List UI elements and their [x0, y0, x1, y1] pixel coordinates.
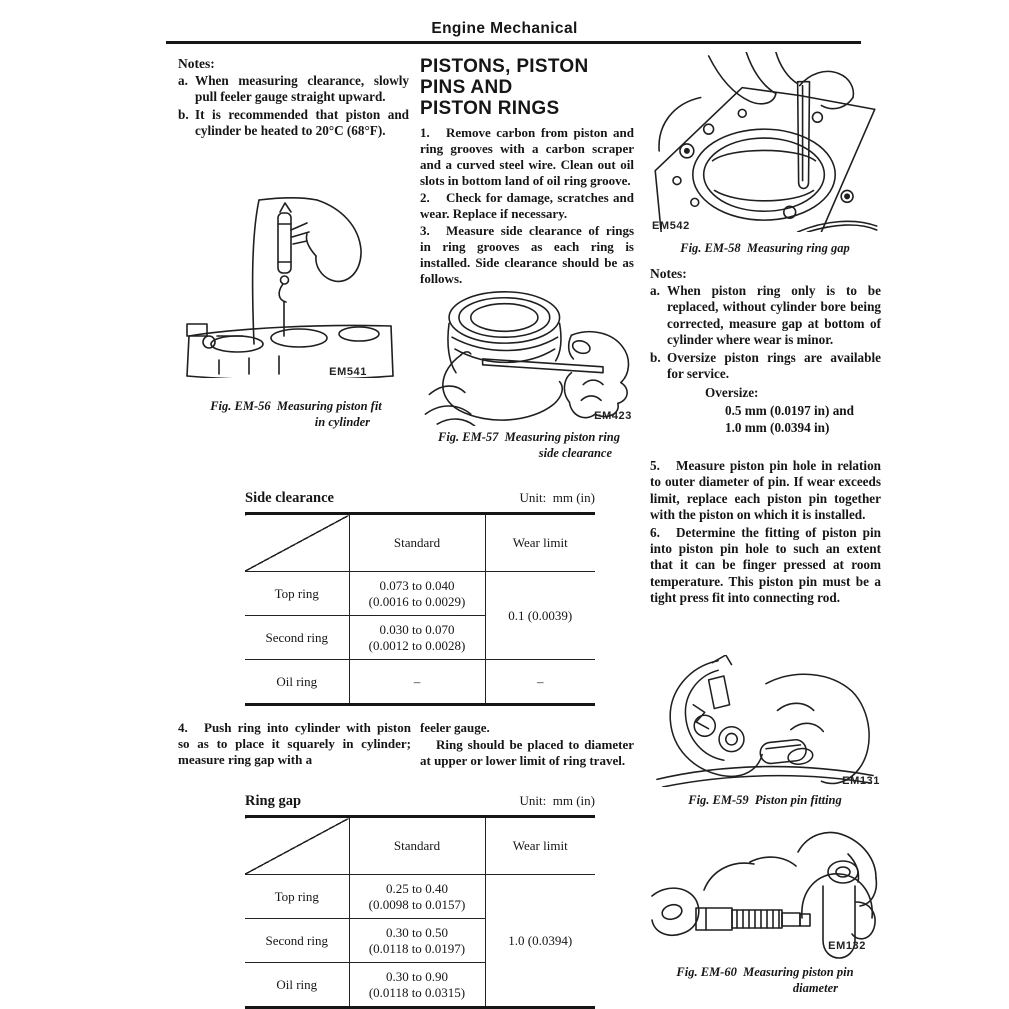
note-text: It is recommended that piston and cylinder be heated to 20°C (68°F).	[195, 106, 409, 139]
caption-line: Fig. EM-59 Piston pin fitting	[688, 793, 842, 807]
figure-em56-illustration	[179, 196, 407, 378]
figure-em57-caption	[424, 429, 634, 461]
left-note-a	[178, 73, 409, 106]
oversize-heading: Oversize:	[705, 385, 759, 401]
cell-standard	[349, 875, 485, 919]
step-4-left	[178, 720, 411, 769]
column-header-standard: Standard	[349, 817, 485, 875]
figure-em59-caption	[650, 792, 880, 808]
value-mm: 0.30 to 0.50	[385, 924, 449, 940]
note-label: a.	[650, 283, 660, 298]
row-label: Top ring	[245, 875, 349, 919]
left-notes-heading: Notes:	[178, 56, 215, 71]
step-1	[420, 125, 634, 189]
step-text: Determine the fitting of piston pin into piston pin hole to such an extent that it can be finger pressed at room temperature. This piston pin must be a tight press fit into connecting rod.	[650, 524, 881, 606]
header-rule	[166, 41, 861, 44]
value-mm: 0.25 to 0.40	[385, 880, 449, 896]
caption-line: diameter	[792, 981, 838, 995]
cell-wear-limit-merged: 1.0 (0.0394)	[485, 875, 595, 1008]
right-steps-block	[650, 458, 881, 608]
caption-line: Fig. EM-60 Measuring piston pin	[676, 965, 854, 979]
cell-wear-limit: –	[485, 660, 595, 705]
note-label: b.	[178, 106, 189, 122]
left-notes-block	[178, 56, 409, 141]
diagonal-header-cell	[245, 514, 349, 572]
value-in: (0.0118 to 0.0197)	[368, 940, 466, 956]
caption-line: in cylinder	[314, 415, 370, 429]
diagonal-header-cell	[245, 817, 349, 875]
row-label: Second ring	[245, 616, 349, 660]
oversize-value: 0.5 mm (0.0197 in) and	[725, 402, 854, 418]
right-note-a	[650, 283, 881, 349]
note-text: When piston ring only is to be replaced, without cylinder bore being corrected, measure gap at bottom of cylinder where wear is minor.	[667, 283, 881, 348]
oversize-value: 1.0 mm (0.0394 in)	[725, 420, 830, 436]
page-header-title: Engine Mechanical	[431, 20, 578, 37]
step-4-right	[420, 720, 634, 770]
note-label: a.	[178, 73, 188, 88]
caption-line: Fig. EM-58 Measuring ring gap	[680, 241, 850, 255]
ring-gap-table	[245, 815, 595, 1009]
table-title: Side clearance	[245, 490, 334, 506]
figure-code-em131: EM131	[842, 775, 880, 787]
value-in: (0.0012 to 0.0028)	[368, 637, 466, 653]
cell-wear-limit-merged: 0.1 (0.0039)	[485, 572, 595, 660]
figure-code-em542: EM542	[652, 220, 690, 232]
column-header-wear-limit: Wear limit	[485, 817, 595, 875]
right-notes-block	[650, 266, 881, 438]
step-number: 6.	[650, 524, 660, 540]
table-unit-label: Unit: mm (in)	[519, 490, 595, 505]
section-title	[420, 56, 640, 119]
figure-code-em423: EM423	[594, 410, 632, 422]
table-title: Ring gap	[245, 793, 302, 809]
step-text-continued: Ring should be placed to diameter at upper or lower limit of ring travel.	[420, 737, 634, 768]
figure-em58-illustration	[650, 52, 880, 232]
step-6	[650, 525, 881, 607]
value-in: (0.0118 to 0.0315)	[368, 984, 466, 1000]
step-5	[650, 458, 881, 524]
cell-standard	[349, 616, 485, 660]
step-number: 4.	[178, 720, 188, 735]
caption-line: side clearance	[538, 446, 612, 460]
step-number: 5.	[650, 458, 660, 473]
center-steps-block	[420, 125, 634, 288]
figure-em60-illustration	[650, 828, 880, 960]
section-title-line: PISTON RINGS	[420, 98, 560, 119]
figure-em56-caption	[188, 398, 404, 430]
step-number: 2.	[420, 190, 430, 205]
step-number: 1.	[420, 125, 430, 140]
column-header-wear-limit: Wear limit	[485, 514, 595, 572]
right-note-b	[650, 350, 881, 383]
row-label: Second ring	[245, 919, 349, 963]
value-mm: 0.030 to 0.070	[379, 621, 455, 637]
caption-line: Fig. EM-56 Measuring piston fit	[210, 399, 382, 413]
note-text: Oversize piston rings are available for service.	[667, 349, 881, 382]
right-notes-heading: Notes:	[650, 266, 687, 281]
cell-standard: –	[349, 660, 485, 705]
row-label: Top ring	[245, 572, 349, 616]
step-text: Remove carbon from piston and ring grooves with a carbon scraper and a curved steel wire. Clean out oil slots in bottom land of oil ring groove.	[420, 125, 634, 188]
figure-code-em541: EM541	[329, 366, 367, 378]
step-text: Push ring into cylinder with piston so as to place it squarely in cylinder; measure ring gap with a	[178, 720, 411, 767]
cell-standard	[349, 963, 485, 1008]
side-clearance-section	[245, 490, 595, 706]
note-label: b.	[650, 349, 661, 365]
section-title-line: PINS AND	[420, 77, 513, 98]
value-mm: 0.073 to 0.040	[379, 577, 455, 593]
left-note-b	[178, 107, 409, 140]
note-text: When measuring clearance, slowly pull feeler gauge straight upward.	[195, 73, 409, 105]
figure-em58-caption	[650, 240, 880, 256]
step-text: Measure piston pin hole in relation to outer diameter of pin. If wear exceeds limit, replace each piston pin together with the piston on which it is installed.	[650, 458, 881, 523]
figure-em59-illustration	[650, 655, 880, 787]
section-title-line: PISTONS, PISTON	[420, 56, 589, 77]
table-unit-label: Unit: mm (in)	[519, 793, 595, 808]
cell-standard	[349, 919, 485, 963]
column-header-standard: Standard	[349, 514, 485, 572]
step-text: Measure side clearance of rings in ring grooves as each ring is installed. Side clearance should be as follows.	[420, 223, 634, 286]
figure-em57-illustration	[424, 278, 634, 426]
caption-line: Fig. EM-57 Measuring piston ring	[438, 430, 620, 444]
step-text: Check for damage, scratches and wear. Replace if necessary.	[420, 190, 634, 221]
ring-gap-section	[245, 793, 595, 1009]
step-number: 3.	[420, 223, 430, 238]
row-label: Oil ring	[245, 660, 349, 705]
cell-standard	[349, 572, 485, 616]
side-clearance-table	[245, 512, 595, 706]
step-2	[420, 190, 634, 222]
figure-em60-caption	[650, 964, 880, 996]
value-in: (0.0098 to 0.0157)	[368, 896, 466, 912]
step-text-continued: feeler gauge.	[420, 720, 490, 735]
row-label: Oil ring	[245, 963, 349, 1008]
figure-code-em132: EM132	[828, 940, 866, 952]
value-mm: 0.30 to 0.90	[385, 968, 449, 984]
value-in: (0.0016 to 0.0029)	[368, 593, 466, 609]
